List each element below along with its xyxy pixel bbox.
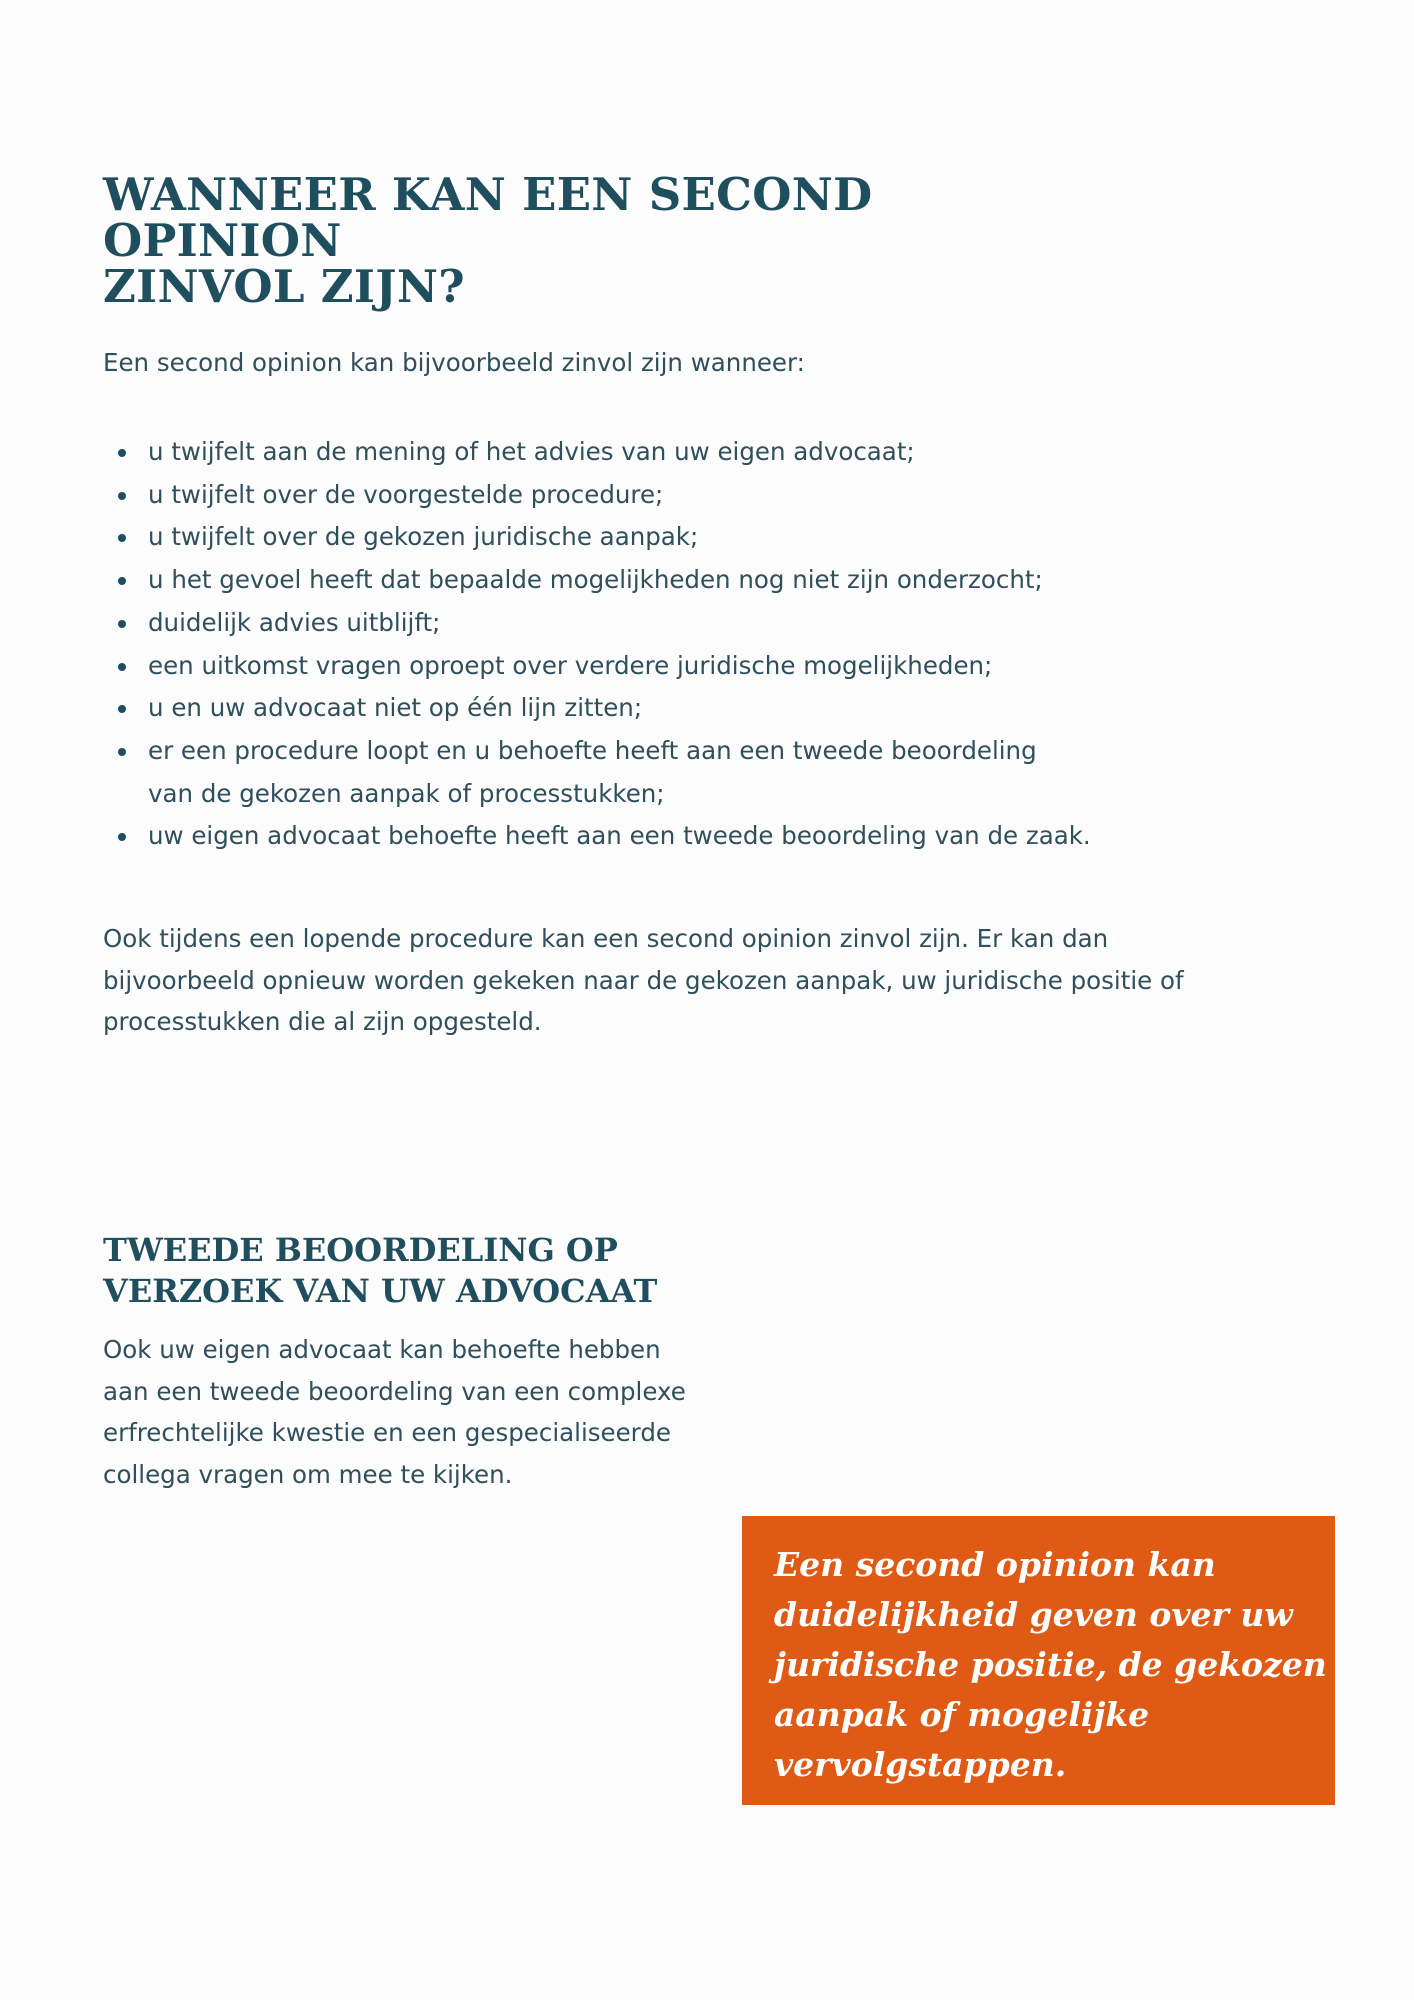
pull-quote-line: Een second opinion kan [774,1545,1216,1584]
paragraph-line: bijvoorbeeld opnieuw worden gekeken naar de gekozen aanpak, uw juridische positie of [103,965,1184,995]
pull-quote-line: vervolgstappen. [774,1745,1067,1784]
intro-text: Een second opinion kan bijvoorbeeld zinvol zijn wanneer: [103,348,805,377]
page-title [103,168,1103,313]
list-item: u twijfelt over de voorgestelde procedure; [103,474,1103,517]
pull-quote-text [774,1540,1327,1790]
list-item: u het gevoel heeft dat bepaalde mogelijkheden nog niet zijn onderzocht; [103,559,1103,602]
list-item: uw eigen advocaat behoefte heeft aan een tweede beoordeling van de zaak. [103,815,1103,858]
list-item-line-1: er een procedure loopt en u behoefte heeft aan een tweede beoordeling [148,735,1037,765]
list-item: u twijfelt aan de mening of het advies van uw eigen advocaat; [103,431,1103,474]
page-title-line-1: WANNEER KAN EEN SECOND OPINION [103,168,873,267]
procedure-paragraph [103,918,1253,1043]
section-body-line: Ook uw eigen advocaat kan behoefte hebben [103,1335,661,1364]
list-item: u en uw advocaat niet op één lijn zitten; [103,687,1103,730]
section-body-line: aan een tweede beoordeling van een complexe [103,1376,686,1406]
list-item: duidelijk advies uitblijft; [103,602,1103,645]
section-body [103,1329,803,1495]
page-title-line-2: ZINVOL ZIJN? [103,260,465,313]
list-item [103,730,1103,815]
criteria-list [103,431,1103,858]
pull-quote-line: aanpak of mogelijke [774,1695,1150,1734]
pull-quote-box [742,1516,1335,1805]
section-body-line: collega vragen om mee te kijken. [103,1459,513,1489]
section-heading-line-1: TWEEDE BEOORDELING OP [103,1231,618,1269]
list-item-line-2: van de gekozen aanpak of processtukken; [148,778,665,808]
list-item: een uitkomst vragen oproept over verdere juridische mogelijkheden; [103,645,1103,688]
section-body-line: erfrechtelijke kwestie en een gespecialiseerde [103,1418,671,1447]
paragraph-line: processtukken die al zijn opgesteld. [103,1007,542,1036]
section-heading [103,1230,803,1312]
pull-quote-line: duidelijkheid geven over uw [774,1595,1293,1634]
paragraph-line: Ook tijdens een lopende procedure kan een second opinion zinvol zijn. Er kan dan [103,924,1109,953]
list-item: u twijfelt over de gekozen juridische aanpak; [103,516,1103,559]
section-heading-line-2: VERZOEK VAN UW ADVOCAAT [103,1272,658,1310]
pull-quote-line: juridische positie, de gekozen [774,1645,1327,1684]
